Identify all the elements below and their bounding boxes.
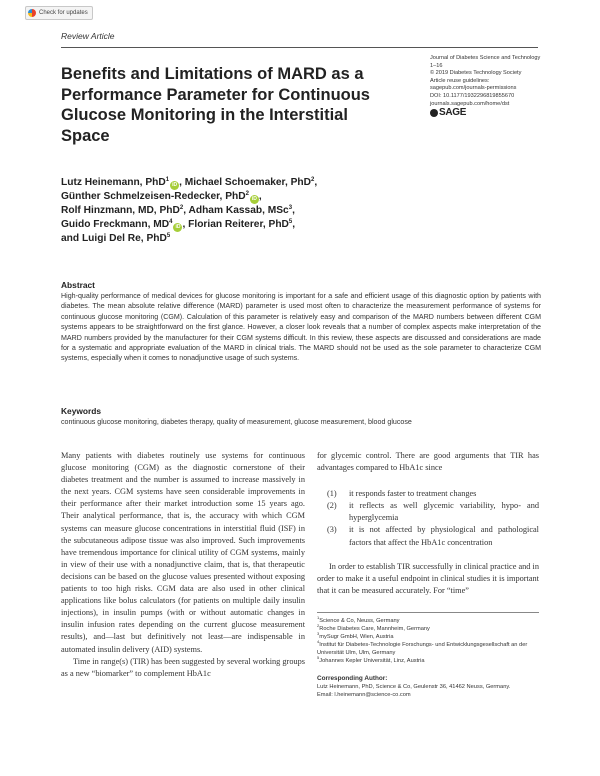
- corresponding-author-email[interactable]: Email: l.heinemann@science-co.com: [317, 692, 411, 698]
- abstract-text: High-quality performance of medical devices for glucose monitoring is important for a safe and efficient usage of this diagnostic option by patients with diabetes. The mean absolute relative difference (MARD) parameter is used most often to characterize the measurement performance of systems for continuous glucose monitoring (CGM). Calculation of this parameter is relatively easy and comparison of the MARD numbers between different CGM systems appears to be straightforward on the first glance. However, a closer look reveals that a number of complex aspects make interpretation of the MARD numbers provided by the manufacturer for their CGM systems difficult. In this review, these aspects are discussed and considerations are made for a systematic and appropriate evaluation of the MARD in clinical trials. The MARD should not be used as the sole parameter to characterize CGM systems, especially when it comes to nonadjunctive usage of such systems.: [61, 292, 541, 363]
- corresponding-author-heading: Corresponding Author:: [317, 675, 388, 682]
- check-for-updates-label: Check for updates: [39, 10, 88, 16]
- corresponding-author-address: Lutz Heinemann, PhD, Science & Co, Geulenstr 36, 41462 Neuss, Germany.: [317, 684, 511, 690]
- orcid-icon[interactable]: iD: [175, 223, 181, 230]
- author: Guido Freckmann, $MD^4iD$ ,: [61, 218, 189, 230]
- check-for-updates-icon: [28, 9, 36, 17]
- affiliation: $^4$Institut für Diabetes-Technologie Forschungs- und Entwicklungsgesellschaft an der Universität Ulm, Ulm, Germany: [317, 639, 528, 656]
- orcid-icon[interactable]: iD: [251, 196, 257, 202]
- affiliations: [317, 617, 547, 665]
- body-column-left: [61, 450, 305, 680]
- journal-name: Journal of Diabetes Science and Technology: [430, 55, 541, 61]
- author: Günther Schmelzeisen-Redecker, PhD$^2$iD ,: [61, 191, 262, 202]
- author-list: [61, 176, 391, 245]
- article-type-label: Review Article: [61, 31, 115, 41]
- body-paragraph: In order to establish TIR successfully in clinical practice and in order to make it a useful endpoint in clinical studies it is important that it can be measured accurately. For “time”: [317, 561, 539, 595]
- orcid-icon[interactable]: iD: [172, 182, 178, 188]
- body-column-right: [317, 450, 539, 597]
- header-divider: [61, 47, 538, 48]
- author: Lutz Heinemann, PhD$^1$iD ,: [61, 177, 185, 188]
- body-paragraph: for glycemic control. There are good arguments that TIR has advantages compared to HbA1c since: [317, 451, 539, 473]
- affiliation: $^1$Science & Co, Neuss, Germany: [317, 615, 400, 624]
- list-item: (3) it is not affected by physiological and pathological factors that affect the HbA1c concentration: [327, 525, 539, 547]
- footnote-divider: [317, 612, 539, 613]
- corresponding-author: [317, 675, 547, 699]
- keywords-heading: Keywords: [61, 406, 102, 416]
- reuse-link[interactable]: sagepub.com/journals-permissions: [430, 85, 517, 92]
- author: Florian Reiterer, PhD$^5$,: [188, 218, 296, 230]
- doi-link[interactable]: DOI: 10.1177/1932296819855670: [430, 92, 515, 99]
- affiliation: $^3$mySugr GmbH, Wien, Austria: [317, 631, 394, 640]
- check-for-updates-button[interactable]: [25, 6, 93, 20]
- abstract-section: [61, 280, 541, 364]
- reuse-label: Article reuse guidelines:: [430, 77, 490, 84]
- author: Michael Schoemaker, PhD$^2$,: [184, 177, 318, 188]
- author: Adham Kassab, MSc$^3$,: [188, 205, 295, 216]
- body-paragraph: Many patients with diabetes routinely use systems for continuous glucose monitoring (CGM) as the diagnostic cornerstone of their diabetes treatment and the number is assumed to increase massively in the next years. CGM systems have seen considerable improvements in their performance after their market introduction some 15 years ago. Their analytical performance, that is, the accuracy with which CGM systems can measure glucose concentrations in interstitial fluid (ISF) in the subcutaneous adipose tissue was also improved. Such improvements have tremendous importance for clinical utility of CGM systems, mainly in view of their use with a nonadjunctive claim, that is, that therapeutic decisions can be based on the glucose values presented without exposing patients to too high risks. CGM data are also used in other clinical applications like bolus calculators (for patients on multiple daily insulin injections), in insulin pumps (with or without automatic changes in insulin infusion rates depending on the current glucose measurement results), and—last but definitively not least—are indispensable in automated insulin delivery (AID) systems.: [61, 451, 305, 654]
- author: Rolf Hinzmann, MD, PhD$^2$,: [61, 205, 189, 216]
- sage-logo-icon: [430, 109, 438, 117]
- body-paragraph: Time in range(s) (TIR) has been suggested by several working groups as a new “biomarker” to complement HbA1c: [61, 656, 305, 678]
- sage-logo: SAGE: [430, 109, 580, 117]
- journal-homepage-link[interactable]: journals.sagepub.com/home/dst: [430, 100, 510, 107]
- list-item: (1) it responds faster to treatment changes: [327, 489, 477, 499]
- affiliation: $^5$Johannes Kepler Universität, Linz, Austria: [317, 655, 425, 664]
- list-item: (2) it reflects as well glycemic variability, hypo- and hyperglycemia: [327, 501, 539, 523]
- affiliation: $^2$Roche Diabetes Care, Mannheim, Germany: [317, 623, 430, 632]
- page-range: 1–16: [430, 62, 443, 69]
- keywords-section: [61, 406, 541, 427]
- author: and Luigi Del Re, PhD$^5$: [61, 232, 171, 244]
- copyright: © 2019 Diabetes Technology Society: [430, 70, 522, 77]
- journal-meta: [430, 55, 580, 117]
- tir-advantages-list: [317, 488, 539, 548]
- keywords-text: continuous glucose monitoring, diabetes therapy, quality of measurement, glucose measurement, blood glucose: [61, 418, 412, 426]
- abstract-heading: Abstract: [61, 280, 95, 290]
- article-title: Benefits and Limitations of MARD as a Performance Parameter for Continuous Glucose Monitoring in the Interstitial Space: [61, 65, 370, 145]
